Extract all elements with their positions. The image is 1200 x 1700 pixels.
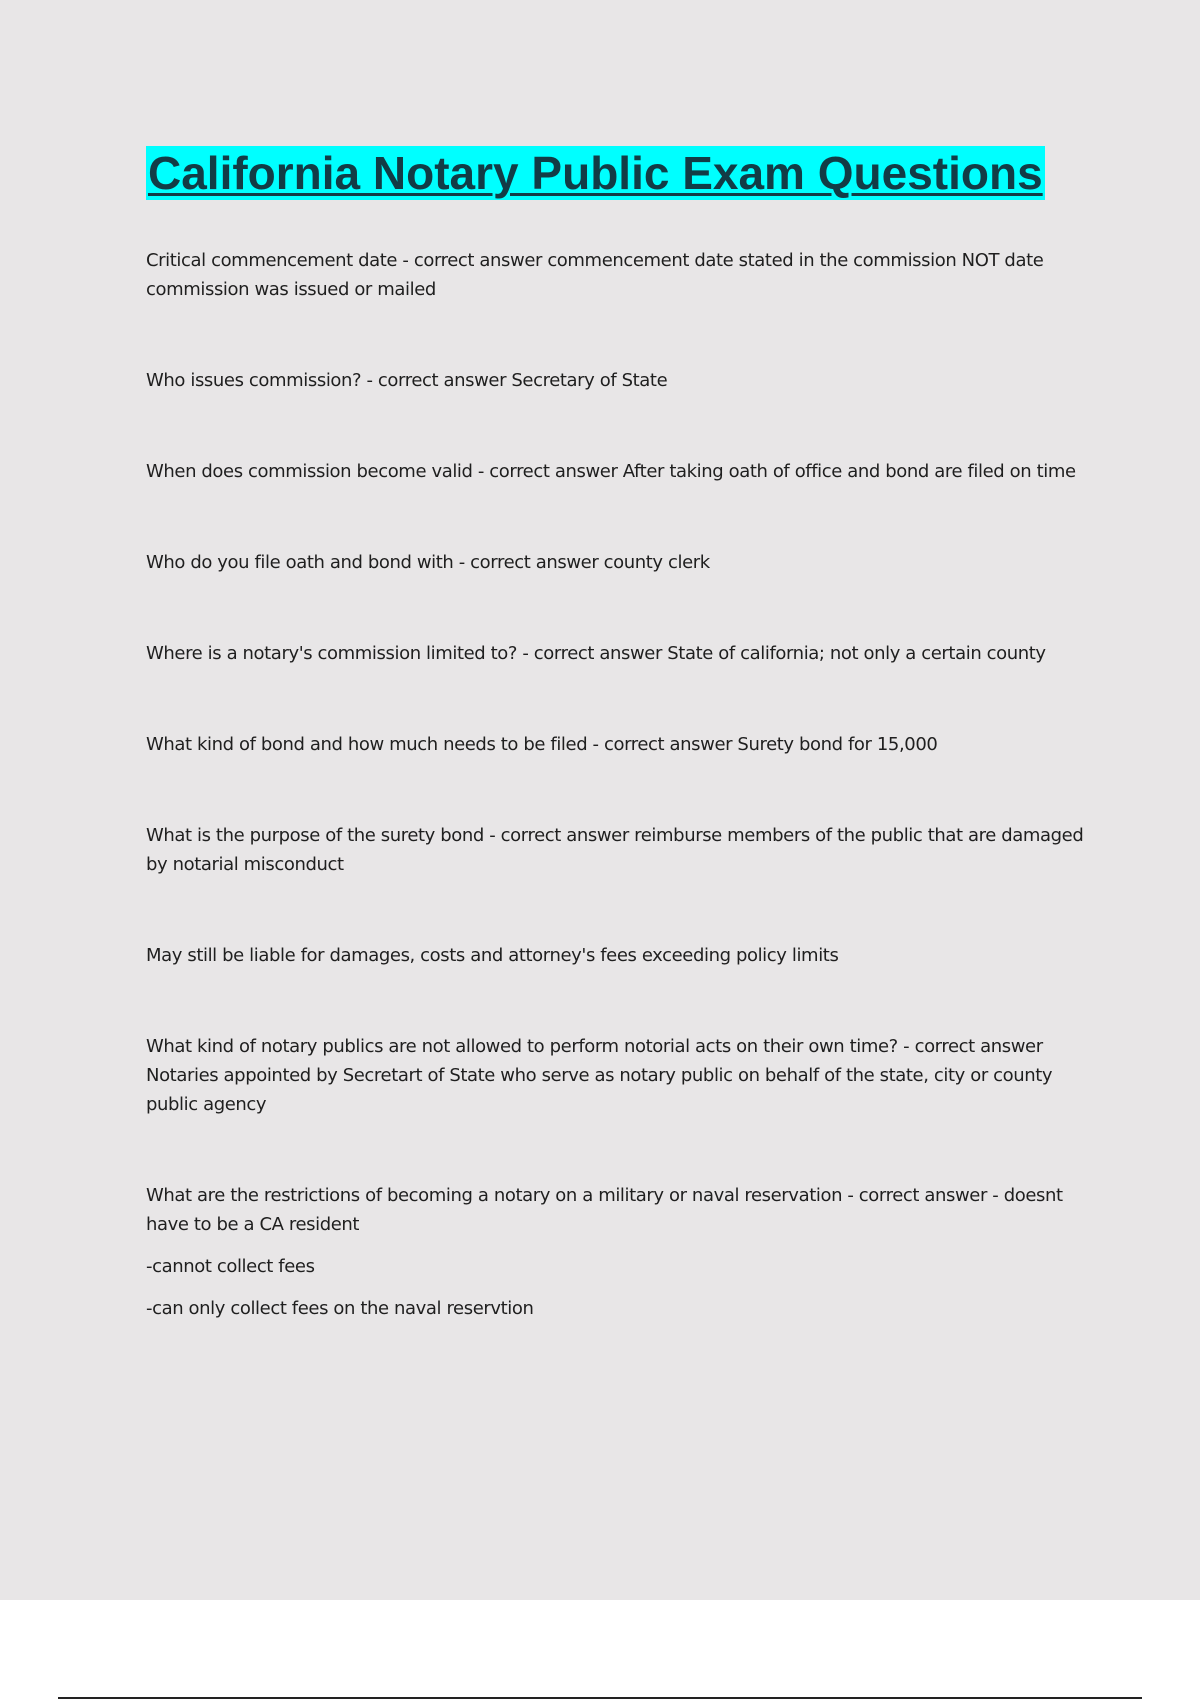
- qa-text: When does commission become valid - correct answer After taking oath of office and bond are filed on time: [146, 461, 1076, 482]
- qa-text: What kind of bond and how much needs to be filed - correct answer Surety bond for 15,000: [146, 734, 938, 755]
- qa-item: [146, 1181, 1090, 1323]
- qa-item: [146, 246, 1090, 304]
- qa-item: [146, 639, 1090, 668]
- qa-item: [146, 548, 1090, 577]
- footer-divider: [58, 1697, 1142, 1699]
- qa-text: Where is a notary's commission limited to? - correct answer State of california; not only a certain county: [146, 643, 1046, 664]
- qa-text: What is the purpose of the surety bond - correct answer reimburse members of the public that are damaged by notarial misconduct: [146, 825, 1084, 875]
- qa-item: [146, 457, 1090, 486]
- qa-text: May still be liable for damages, costs and attorney's fees exceeding policy limits: [146, 945, 839, 966]
- qa-item: [146, 730, 1090, 759]
- qa-text: What are the restrictions of becoming a notary on a military or naval reservation - correct answer - doesnt have to be a CA resident: [146, 1185, 1063, 1235]
- page-title: California Notary Public Exam Questions: [148, 147, 1043, 199]
- qa-text: Who issues commission? - correct answer Secretary of State: [146, 370, 668, 391]
- qa-sub-line: -can only collect fees on the naval reservtion: [146, 1298, 534, 1319]
- qa-item: [146, 1032, 1090, 1119]
- qa-list: [146, 246, 1090, 1323]
- qa-sub-line: -cannot collect fees: [146, 1256, 315, 1277]
- qa-item: [146, 366, 1090, 395]
- qa-text: What kind of notary publics are not allowed to perform notorial acts on their own time? - correct answer Notaries appointed by Secretart of State who serve as notary public on behalf of the state, city or county public agency: [146, 1036, 1053, 1115]
- qa-item: [146, 941, 1090, 970]
- qa-text: Who do you file oath and bond with - correct answer county clerk: [146, 552, 710, 573]
- title-block: [146, 146, 1045, 200]
- qa-text: Critical commencement date - correct answer commencement date stated in the commission NOT date commission was issued or mailed: [146, 250, 1044, 300]
- qa-item: [146, 821, 1090, 879]
